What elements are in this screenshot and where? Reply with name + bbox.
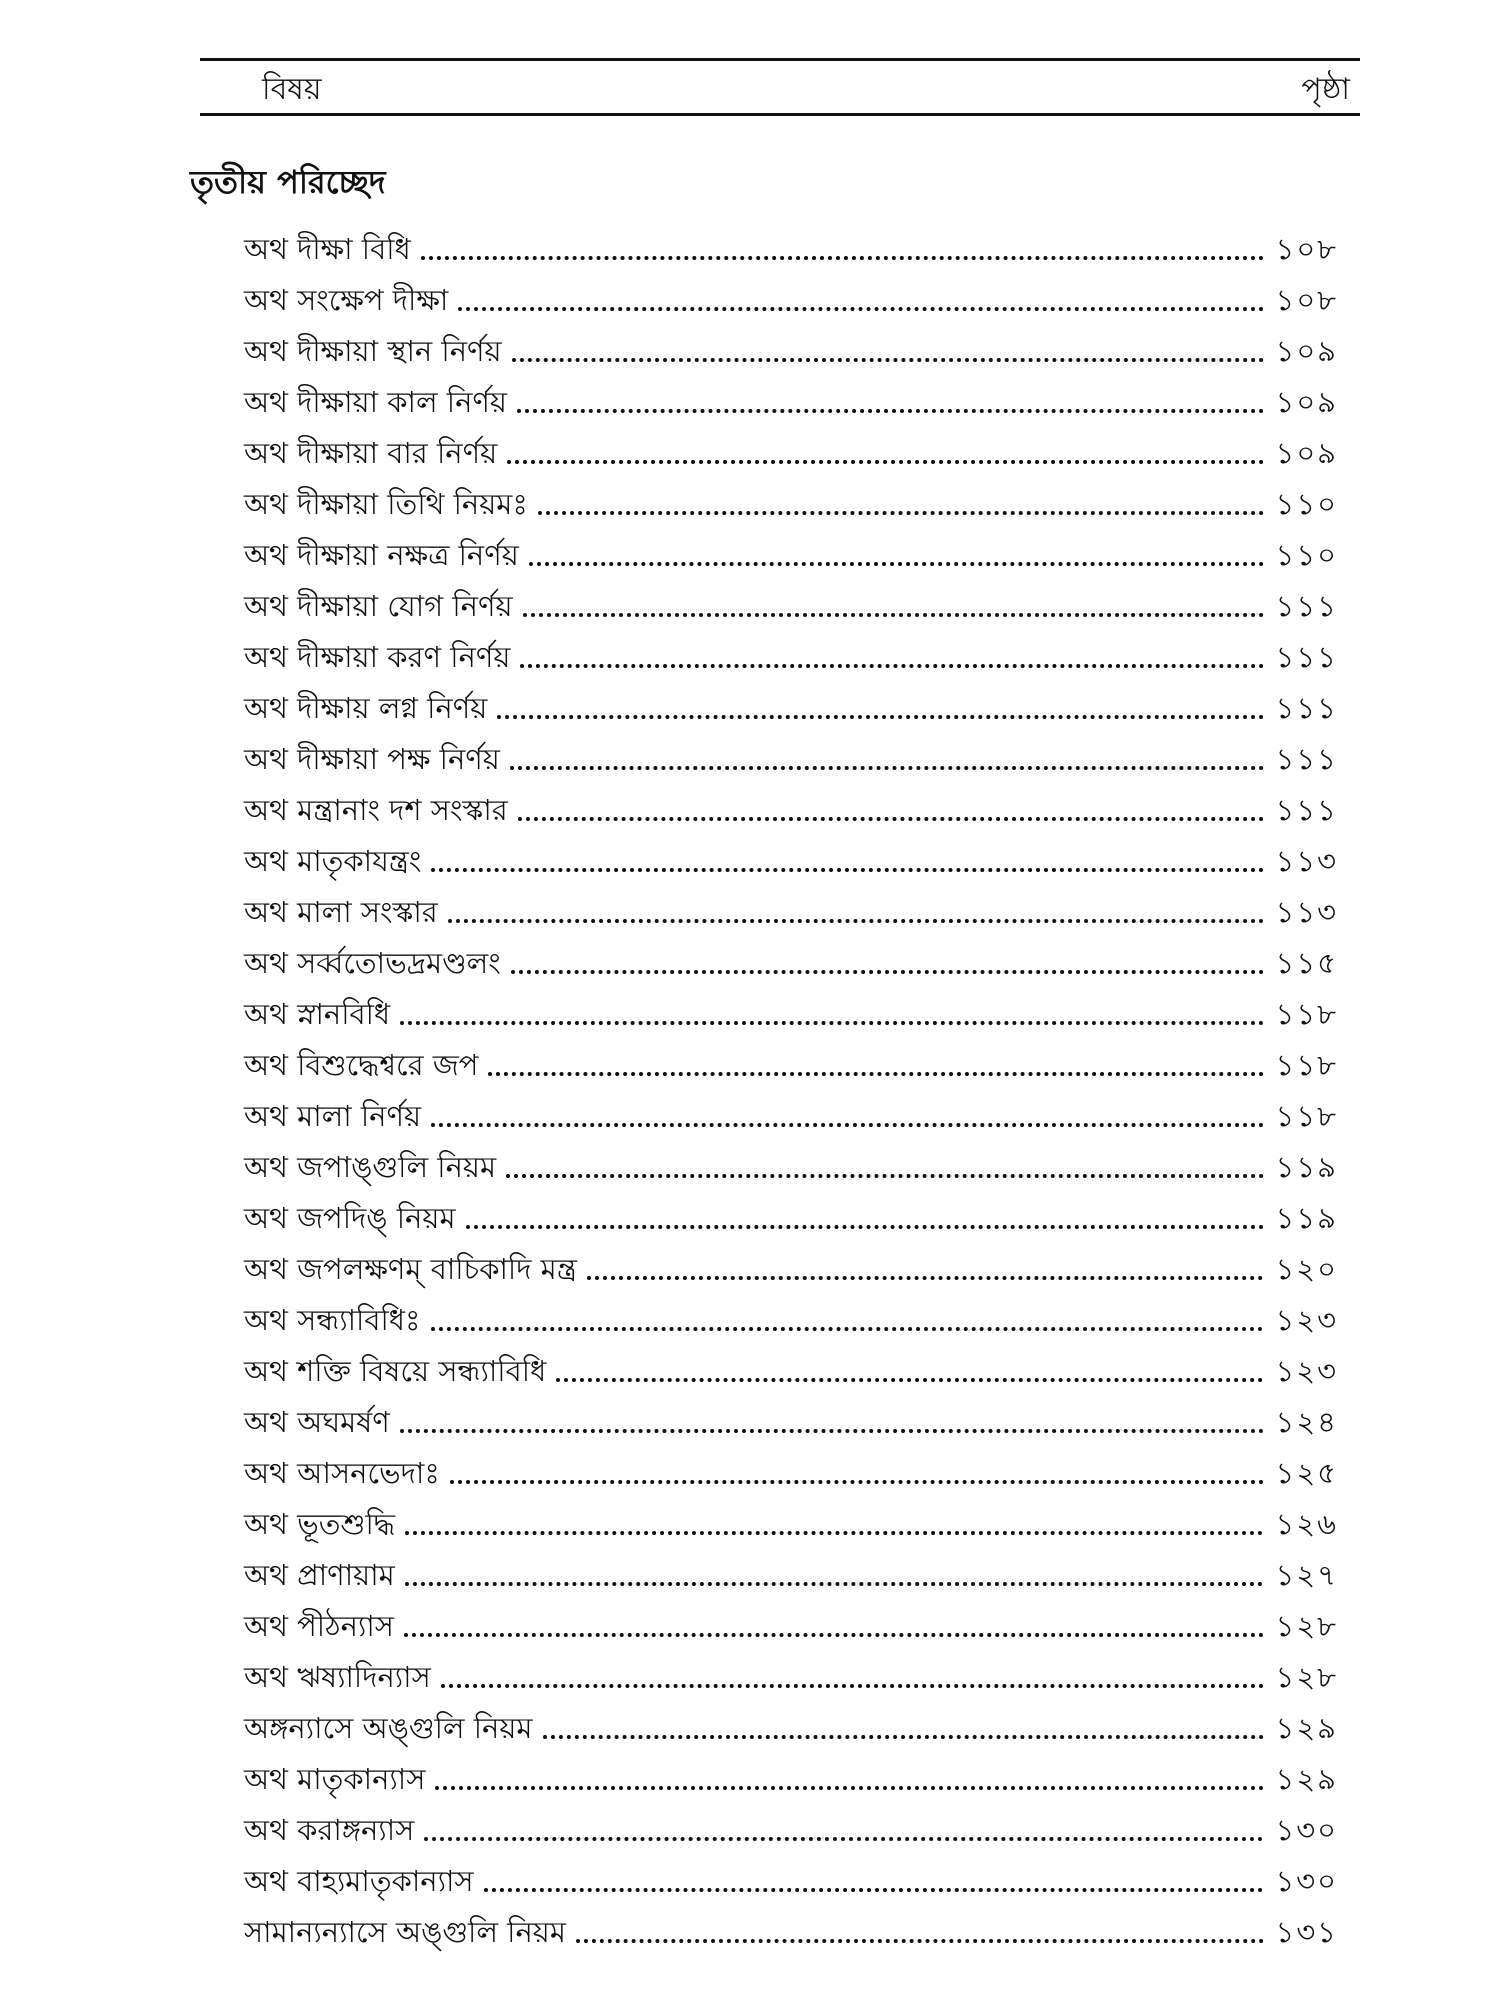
toc-entry-title: অথ বাহ্যমাতৃকান্যাস: [244, 1864, 474, 1898]
toc-entry: [244, 983, 1338, 1034]
toc-entry-page-number: ১১১: [1275, 742, 1338, 776]
toc-entry-page-number: ১২৯: [1275, 1762, 1338, 1796]
toc-entry-title: অথ অঘমর্ষণ: [244, 1405, 390, 1439]
header-rule-top: [200, 58, 1360, 61]
toc-entry-page-number: ১০৯: [1275, 385, 1338, 419]
toc-entry-title: অথ শক্তি বিষয়ে সন্ধ্যাবিধি: [244, 1354, 547, 1388]
toc-entry-title: অথ দীক্ষা বিধি: [244, 232, 411, 266]
toc-entry-title: অথ আসনভেদাঃ: [244, 1456, 440, 1490]
dot-leader: [510, 766, 1264, 770]
toc-entry-page-number: ১১৮: [1275, 1099, 1338, 1133]
toc-entry-page-number: ১০৮: [1275, 232, 1338, 266]
toc-entry-title: অথ জপদিঙ্ নিয়ম: [244, 1201, 456, 1235]
dot-leader: [466, 1225, 1264, 1229]
dot-leader: [435, 1786, 1263, 1790]
dot-leader: [458, 307, 1263, 311]
toc-entry-page-number: ১৩০: [1275, 1813, 1338, 1847]
toc-entry: [244, 677, 1338, 728]
dot-leader: [576, 1939, 1264, 1943]
toc-entry: [244, 1391, 1338, 1442]
dot-leader: [517, 409, 1263, 413]
dot-leader: [400, 1429, 1264, 1433]
toc-entry-page-number: ১২৩: [1275, 1303, 1338, 1337]
toc-entry-page-number: ১২৬: [1275, 1507, 1338, 1541]
toc-entry-title: অথ দীক্ষায়া স্থান নির্ণয়: [244, 334, 502, 368]
toc-entry-page-number: ১১৮: [1275, 997, 1338, 1031]
toc-entry-title: অথ দীক্ষায় লগ্ন নির্ণয়: [244, 691, 488, 725]
toc-entry: [244, 524, 1338, 575]
dot-leader: [421, 256, 1264, 260]
toc-entry-page-number: ১২৫: [1275, 1456, 1338, 1490]
toc-entry-title: অথ দীক্ষায়া বার নির্ণয়: [244, 436, 498, 470]
toc-entry-page-number: ১০৯: [1275, 436, 1338, 470]
toc-entry-page-number: ১২৮: [1275, 1660, 1338, 1694]
toc-entry: [244, 830, 1338, 881]
toc-entry: [244, 575, 1338, 626]
chapter-title: তৃতীয় পরিচ্ছেদ: [190, 163, 386, 201]
dot-leader: [556, 1378, 1263, 1382]
dot-leader: [405, 1582, 1264, 1586]
toc-entry: [244, 626, 1338, 677]
toc-entry-title: অথ মালা নির্ণয়: [244, 1099, 422, 1133]
toc-entry-page-number: ১১৯: [1275, 1201, 1338, 1235]
toc-entry-title: অথ সন্ধ্যাবিধিঃ: [244, 1303, 421, 1337]
toc-entry-title: অঙ্গন্যাসে অঙ্গুলি নিয়ম: [244, 1711, 533, 1745]
dot-leader: [450, 1480, 1264, 1484]
dot-leader: [538, 511, 1264, 515]
toc-entry: [244, 1034, 1338, 1085]
toc-entry: [244, 1340, 1338, 1391]
toc-entry: [244, 422, 1338, 473]
toc-entry-title: সামান্যন্যাসে অঙ্গুলি নিয়ম: [244, 1915, 566, 1949]
toc-entry-title: অথ মালা সংস্কার: [244, 895, 438, 929]
dot-leader: [520, 664, 1263, 668]
toc-entry-page-number: ১২৩: [1275, 1354, 1338, 1388]
header-subject-label: বিষয়: [262, 72, 322, 107]
toc-entry-page-number: ১১৩: [1275, 844, 1338, 878]
dot-leader: [431, 1327, 1264, 1331]
toc-entry-title: অথ ভূতশুদ্ধি: [244, 1507, 396, 1541]
dot-leader: [404, 1633, 1264, 1637]
toc-entry-page-number: ১১১: [1275, 793, 1338, 827]
toc-entry-title: অথ মাতৃকান্যাস: [244, 1762, 426, 1796]
dot-leader: [587, 1276, 1264, 1280]
toc-entry: [244, 269, 1338, 320]
toc-entry-page-number: ১১৫: [1275, 946, 1338, 980]
toc-entry-title: অথ প্রাণায়াম: [244, 1558, 395, 1592]
toc-entry-page-number: ১১০: [1275, 487, 1338, 521]
toc-entry-title: অথ জপাঙ্গুলি নিয়ম: [244, 1150, 497, 1184]
dot-leader: [529, 562, 1264, 566]
toc-entry-page-number: ১০৮: [1275, 283, 1338, 317]
toc-entry-title: অথ বিশুদ্ধেশ্বরে জপ: [244, 1048, 479, 1082]
toc-entry-title: অথ স্নানবিধি: [244, 997, 391, 1031]
dot-leader: [400, 1021, 1263, 1025]
toc-entry-title: অথ সংক্ষেপ দীক্ষা: [244, 283, 449, 317]
dot-leader: [441, 1684, 1264, 1688]
dot-leader: [523, 613, 1264, 617]
toc-entry-title: অথ পীঠন্যাস: [244, 1609, 394, 1643]
toc-entry: [244, 1646, 1338, 1697]
toc-entry: [244, 1493, 1338, 1544]
toc-entry: [244, 1595, 1338, 1646]
toc-entry: [244, 1238, 1338, 1289]
toc-entry: [244, 1697, 1338, 1748]
toc-entry: [244, 1748, 1338, 1799]
toc-entry-title: অথ দীক্ষায়া করণ নির্ণয়: [244, 640, 511, 674]
dot-leader: [543, 1735, 1264, 1739]
toc-entry: [244, 1442, 1338, 1493]
toc-entry-page-number: ১২০: [1275, 1252, 1338, 1286]
toc-entry: [244, 473, 1338, 524]
toc-entry-title: অথ দীক্ষায়া নক্ষত্র নির্ণয়: [244, 538, 519, 572]
toc-entry: [244, 1136, 1338, 1187]
dot-leader: [497, 715, 1263, 719]
toc-entry: [244, 1289, 1338, 1340]
toc-entry-page-number: ১১৮: [1275, 1048, 1338, 1082]
dot-leader: [431, 1123, 1263, 1127]
toc-entry-page-number: ১১১: [1275, 589, 1338, 623]
toc-entry: [244, 218, 1338, 269]
toc-entry-page-number: ১৩০: [1275, 1864, 1338, 1898]
dot-leader: [506, 1174, 1263, 1178]
dot-leader: [448, 919, 1264, 923]
toc-entry-title: অথ মন্ত্রানাং দশ সংস্কার: [244, 793, 508, 827]
dot-leader: [488, 1072, 1263, 1076]
toc-entry-page-number: ১১১: [1275, 640, 1338, 674]
toc-entry: [244, 1085, 1338, 1136]
toc-entry: [244, 1187, 1338, 1238]
toc-entry: [244, 1901, 1338, 1952]
toc-entry: [244, 1544, 1338, 1595]
toc-entry: [244, 320, 1338, 371]
toc-list: [244, 218, 1338, 1952]
toc-entry-title: অথ জপলক্ষণম্ বাচিকাদি মন্ত্র: [244, 1252, 577, 1286]
toc-entry-page-number: ১১১: [1275, 691, 1338, 725]
toc-entry-page-number: ১১০: [1275, 538, 1338, 572]
toc-entry-title: অথ মাতৃকাযন্ত্রং: [244, 844, 422, 878]
toc-entry-page-number: ১২৪: [1275, 1405, 1338, 1439]
dot-leader: [518, 817, 1264, 821]
toc-entry-page-number: ১৩১: [1275, 1915, 1338, 1949]
toc-entry-title: অথ করাঙ্গন্যাস: [244, 1813, 415, 1847]
dot-leader: [484, 1888, 1264, 1892]
toc-entry: [244, 728, 1338, 779]
toc-entry-page-number: ১২৭: [1275, 1558, 1338, 1592]
toc-entry-page-number: ১২৮: [1275, 1609, 1338, 1643]
header-page-label: পৃষ্ঠা: [1301, 72, 1350, 107]
header-rule-bottom: [200, 113, 1360, 116]
toc-entry-page-number: ১২৯: [1275, 1711, 1338, 1745]
dot-leader: [431, 868, 1263, 872]
toc-entry-title: অথ দীক্ষায়া পক্ষ নির্ণয়: [244, 742, 500, 776]
toc-entry-title: অথ দীক্ষায়া যোগ নির্ণয়: [244, 589, 513, 623]
dot-leader: [405, 1531, 1263, 1535]
toc-entry-title: অথ ঋষ্যাদিন্যাস: [244, 1660, 431, 1694]
dot-leader: [512, 358, 1264, 362]
toc-entry-page-number: ১১৩: [1275, 895, 1338, 929]
toc-entry: [244, 1850, 1338, 1901]
dot-leader: [424, 1837, 1263, 1841]
toc-entry-page-number: ১১৯: [1275, 1150, 1338, 1184]
toc-entry-title: অথ সর্ব্বতোভদ্রমণ্ডলং: [244, 946, 501, 980]
toc-entry: [244, 1799, 1338, 1850]
toc-entry: [244, 779, 1338, 830]
toc-entry-page-number: ১০৯: [1275, 334, 1338, 368]
toc-entry-title: অথ দীক্ষায়া তিথি নিয়মঃ: [244, 487, 528, 521]
toc-entry: [244, 881, 1338, 932]
toc-entry-title: অথ দীক্ষায়া কাল নির্ণয়: [244, 385, 508, 419]
toc-entry: [244, 371, 1338, 422]
dot-leader: [511, 970, 1264, 974]
dot-leader: [507, 460, 1263, 464]
toc-entry: [244, 932, 1338, 983]
